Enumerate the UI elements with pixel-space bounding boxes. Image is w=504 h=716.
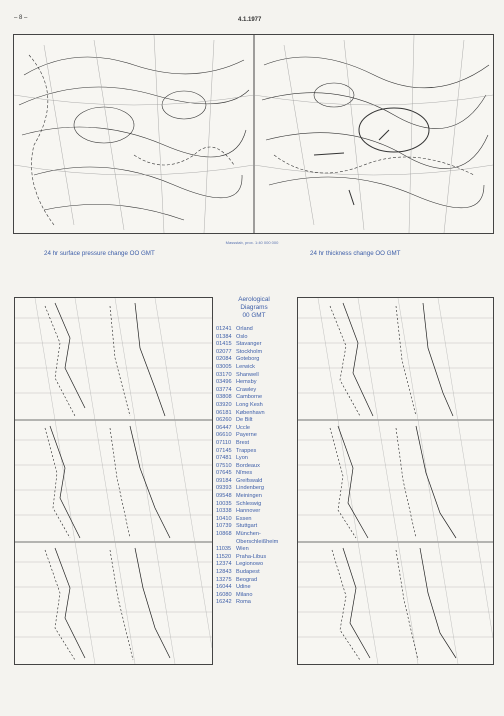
station-id: 09393 [216,485,232,492]
station-name: Hannover [236,508,261,515]
station-name: München- [236,531,261,538]
station-name: Udine [236,584,251,591]
station-row [216,470,300,478]
legend-title-line-2: Diagrams [240,304,268,312]
station-row [216,561,300,569]
station-name: De Bilt [236,417,253,424]
station-id: 11520 [216,553,232,560]
right-map-caption: 24 hr thickness change OO GMT [310,250,401,257]
station-name: Uccle [236,424,250,431]
station-name: Stavanger [236,341,262,348]
legend-title-line-1: Aerological [238,296,270,303]
station-row [216,493,300,501]
station-row [216,531,300,539]
station-name: Lerwick [236,363,255,370]
station-name: Trappes [236,447,257,454]
station-name: Goteborg [236,356,260,363]
station-name: Milano [236,591,253,598]
station-name: Meiningen [236,493,262,500]
left-map-caption: 24 hr surface pressure change OO GMT [44,250,155,257]
legend-title-line-3: 00 GMT [242,312,266,320]
station-row [216,508,300,516]
aerological-legend-title [214,296,294,321]
thickness-change-map [254,35,493,233]
station-row [216,364,300,372]
station-id: 07481 [216,455,232,462]
station-id: 10035 [216,500,232,507]
pressure-change-map [14,35,254,233]
aerological-diagrams-right [297,297,494,665]
station-name: Beograd [236,576,258,583]
station-name: Shanwell [236,371,259,378]
station-row [216,584,300,592]
station-id: 06260 [216,417,232,424]
station-name: Lyon [236,455,248,462]
station-id: 07110 [216,439,232,446]
station-id: 10739 [216,523,232,530]
station-name: Stockholm [236,348,263,355]
station-name: Crawley [236,386,257,393]
station-row [216,554,300,562]
station-row [216,402,300,410]
station-name: Praha-Libus [236,553,267,560]
station-name: Brest [236,439,250,446]
station-row [216,577,300,585]
station-name: København [236,409,265,416]
station-id: 01415 [216,341,232,348]
station-name: Stuttgart [236,523,258,530]
station-row [216,410,300,418]
station-id: 10410 [216,515,232,522]
station-id: 07510 [216,462,232,469]
station-row [216,356,300,364]
station-row [216,379,300,387]
station-row [216,432,300,440]
station-id: 09184 [216,477,232,484]
weather-maps-panel [13,34,494,234]
station-row [216,478,300,486]
station-id: 10338 [216,508,232,515]
station-row [216,485,300,493]
station-id: 06610 [216,432,232,439]
station-id: 03005 [216,363,232,370]
page-date: 4.1.1977 [238,17,262,23]
station-id: 11035 [216,546,232,553]
station-row [216,523,300,531]
station-id: 12843 [216,569,232,575]
station-name: Budapest [236,569,260,575]
station-id: 06447 [216,424,232,431]
station-id: 01384 [216,333,232,340]
station-id: 16242 [216,599,232,606]
station-name: Lindenberg [236,485,264,492]
map-scale: Massstab, prox. 1:40 000 000 [225,240,279,245]
station-row [216,539,300,547]
station-id: 16044 [216,584,232,591]
station-row [216,425,300,433]
station-row [216,334,300,342]
station-list [216,326,300,607]
station-row [216,440,300,448]
station-id: 02077 [216,348,232,355]
station-row [216,455,300,463]
station-row [216,372,300,380]
station-row [216,569,300,577]
station-row [216,349,300,357]
aerological-diagrams-left [14,297,213,665]
station-name: Hemsby [236,379,257,386]
station-name: Greifswald [236,477,263,484]
station-id: 16080 [216,591,232,598]
station-id: 10868 [216,531,232,538]
station-name: Camborne [236,394,263,401]
page-number: – 8 – [14,15,28,21]
station-row [216,516,300,524]
station-row [216,599,300,607]
station-name: Schleswig [236,500,262,507]
station-id: 07145 [216,447,232,454]
station-row [216,417,300,425]
station-id: 03774 [216,386,232,393]
station-row [216,326,300,334]
station-name: Oberschleißheim [236,538,279,545]
station-row [216,448,300,456]
station-name: Nîmes [236,470,253,477]
station-name: Roma [236,599,251,606]
station-name: Wien [236,546,249,553]
station-id: 03808 [216,394,232,401]
station-name: Bordeaux [236,462,260,469]
station-id [216,539,236,547]
station-id: 02084 [216,356,232,363]
station-id: 13275 [216,576,232,583]
station-id: 07645 [216,470,232,477]
station-row [216,387,300,395]
station-row [216,501,300,509]
station-name: Long Kesh [236,401,263,408]
station-name: Orland [236,326,253,332]
station-id: 03496 [216,379,232,386]
station-name: Oslo [236,333,248,340]
station-row [216,341,300,349]
station-id: 12374 [216,561,232,568]
station-row [216,463,300,471]
station-row [216,546,300,554]
station-name: Payerne [236,432,257,439]
station-id: 06181 [216,409,232,416]
station-name: Legionowo [236,561,264,568]
station-row [216,592,300,600]
station-name: Essen [236,515,252,522]
station-id: 01241 [216,326,232,332]
station-id: 03920 [216,401,232,408]
station-id: 09548 [216,493,232,500]
station-row [216,394,300,402]
station-id: 03170 [216,371,232,378]
